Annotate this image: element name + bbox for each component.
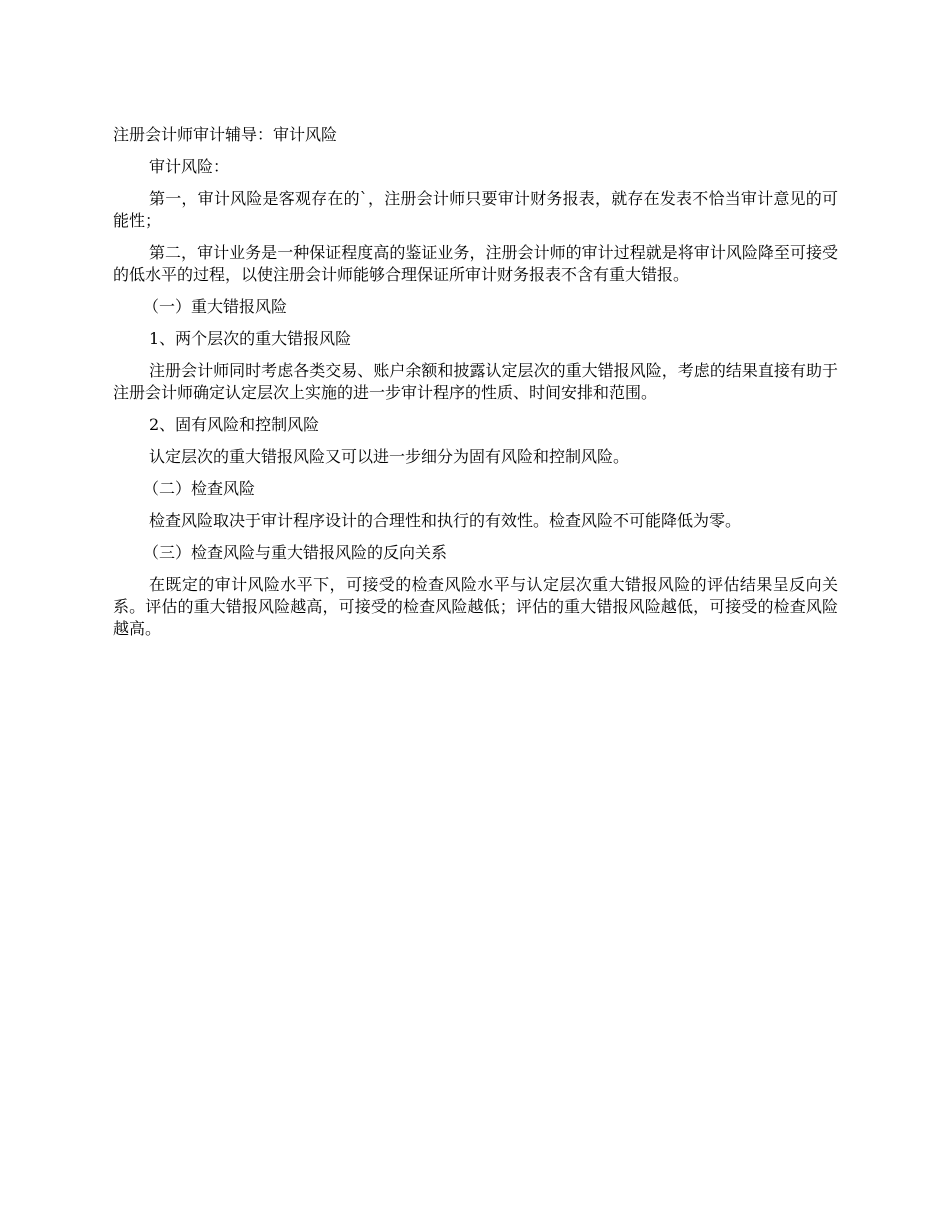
- document-title: 注册会计师审计辅导：审计风险: [113, 125, 338, 144]
- paragraph-inverse-relationship-body: 在既定的审计风险水平下，可接受的检查风险水平与认定层次重大错报风险的评估结果呈反向关系。评估的重大错报风险越高，可接受的检查风险越低；评估的重大错报风险越低，可接受的检查风险越高。: [113, 575, 838, 638]
- paragraph-first-point: 第一，审计风险是客观存在的`，注册会计师只要审计财务报表，就存在发表不恰当审计意见的可能性；: [113, 189, 838, 230]
- paragraph-audit-risk-label: 审计风险：: [149, 157, 230, 176]
- section-heading-inverse-relationship: （三）检查风险与重大错报风险的反向关系: [143, 543, 448, 562]
- paragraph-inherent-control-body: 认定层次的重大错报风险又可以进一步细分为固有风险和控制风险。: [149, 447, 630, 466]
- subheading-inherent-control-risk: 2、固有风险和控制风险: [149, 415, 320, 434]
- section-heading-detection-risk: （二）检查风险: [143, 479, 256, 498]
- paragraph-two-levels-body: 注册会计师同时考虑各类交易、账户余额和披露认定层次的重大错报风险，考虑的结果直接有助于注册会计师确定认定层次上实施的进一步审计程序的性质、时间安排和范围。: [113, 361, 838, 402]
- paragraph-second-point: 第二，审计业务是一种保证程度高的鉴证业务，注册会计师的审计过程就是将审计风险降至可接受的低水平的过程，以使注册会计师能够合理保证所审计财务报表不含有重大错报。: [113, 243, 838, 284]
- document-page: [113, 124, 838, 650]
- section-heading-material-misstatement: （一）重大错报风险: [143, 297, 288, 316]
- subheading-two-levels: 1、两个层次的重大错报风险: [149, 329, 352, 348]
- paragraph-detection-risk-body: 检查风险取决于审计程序设计的合理性和执行的有效性。检查风险不可能降低为零。: [149, 511, 742, 530]
